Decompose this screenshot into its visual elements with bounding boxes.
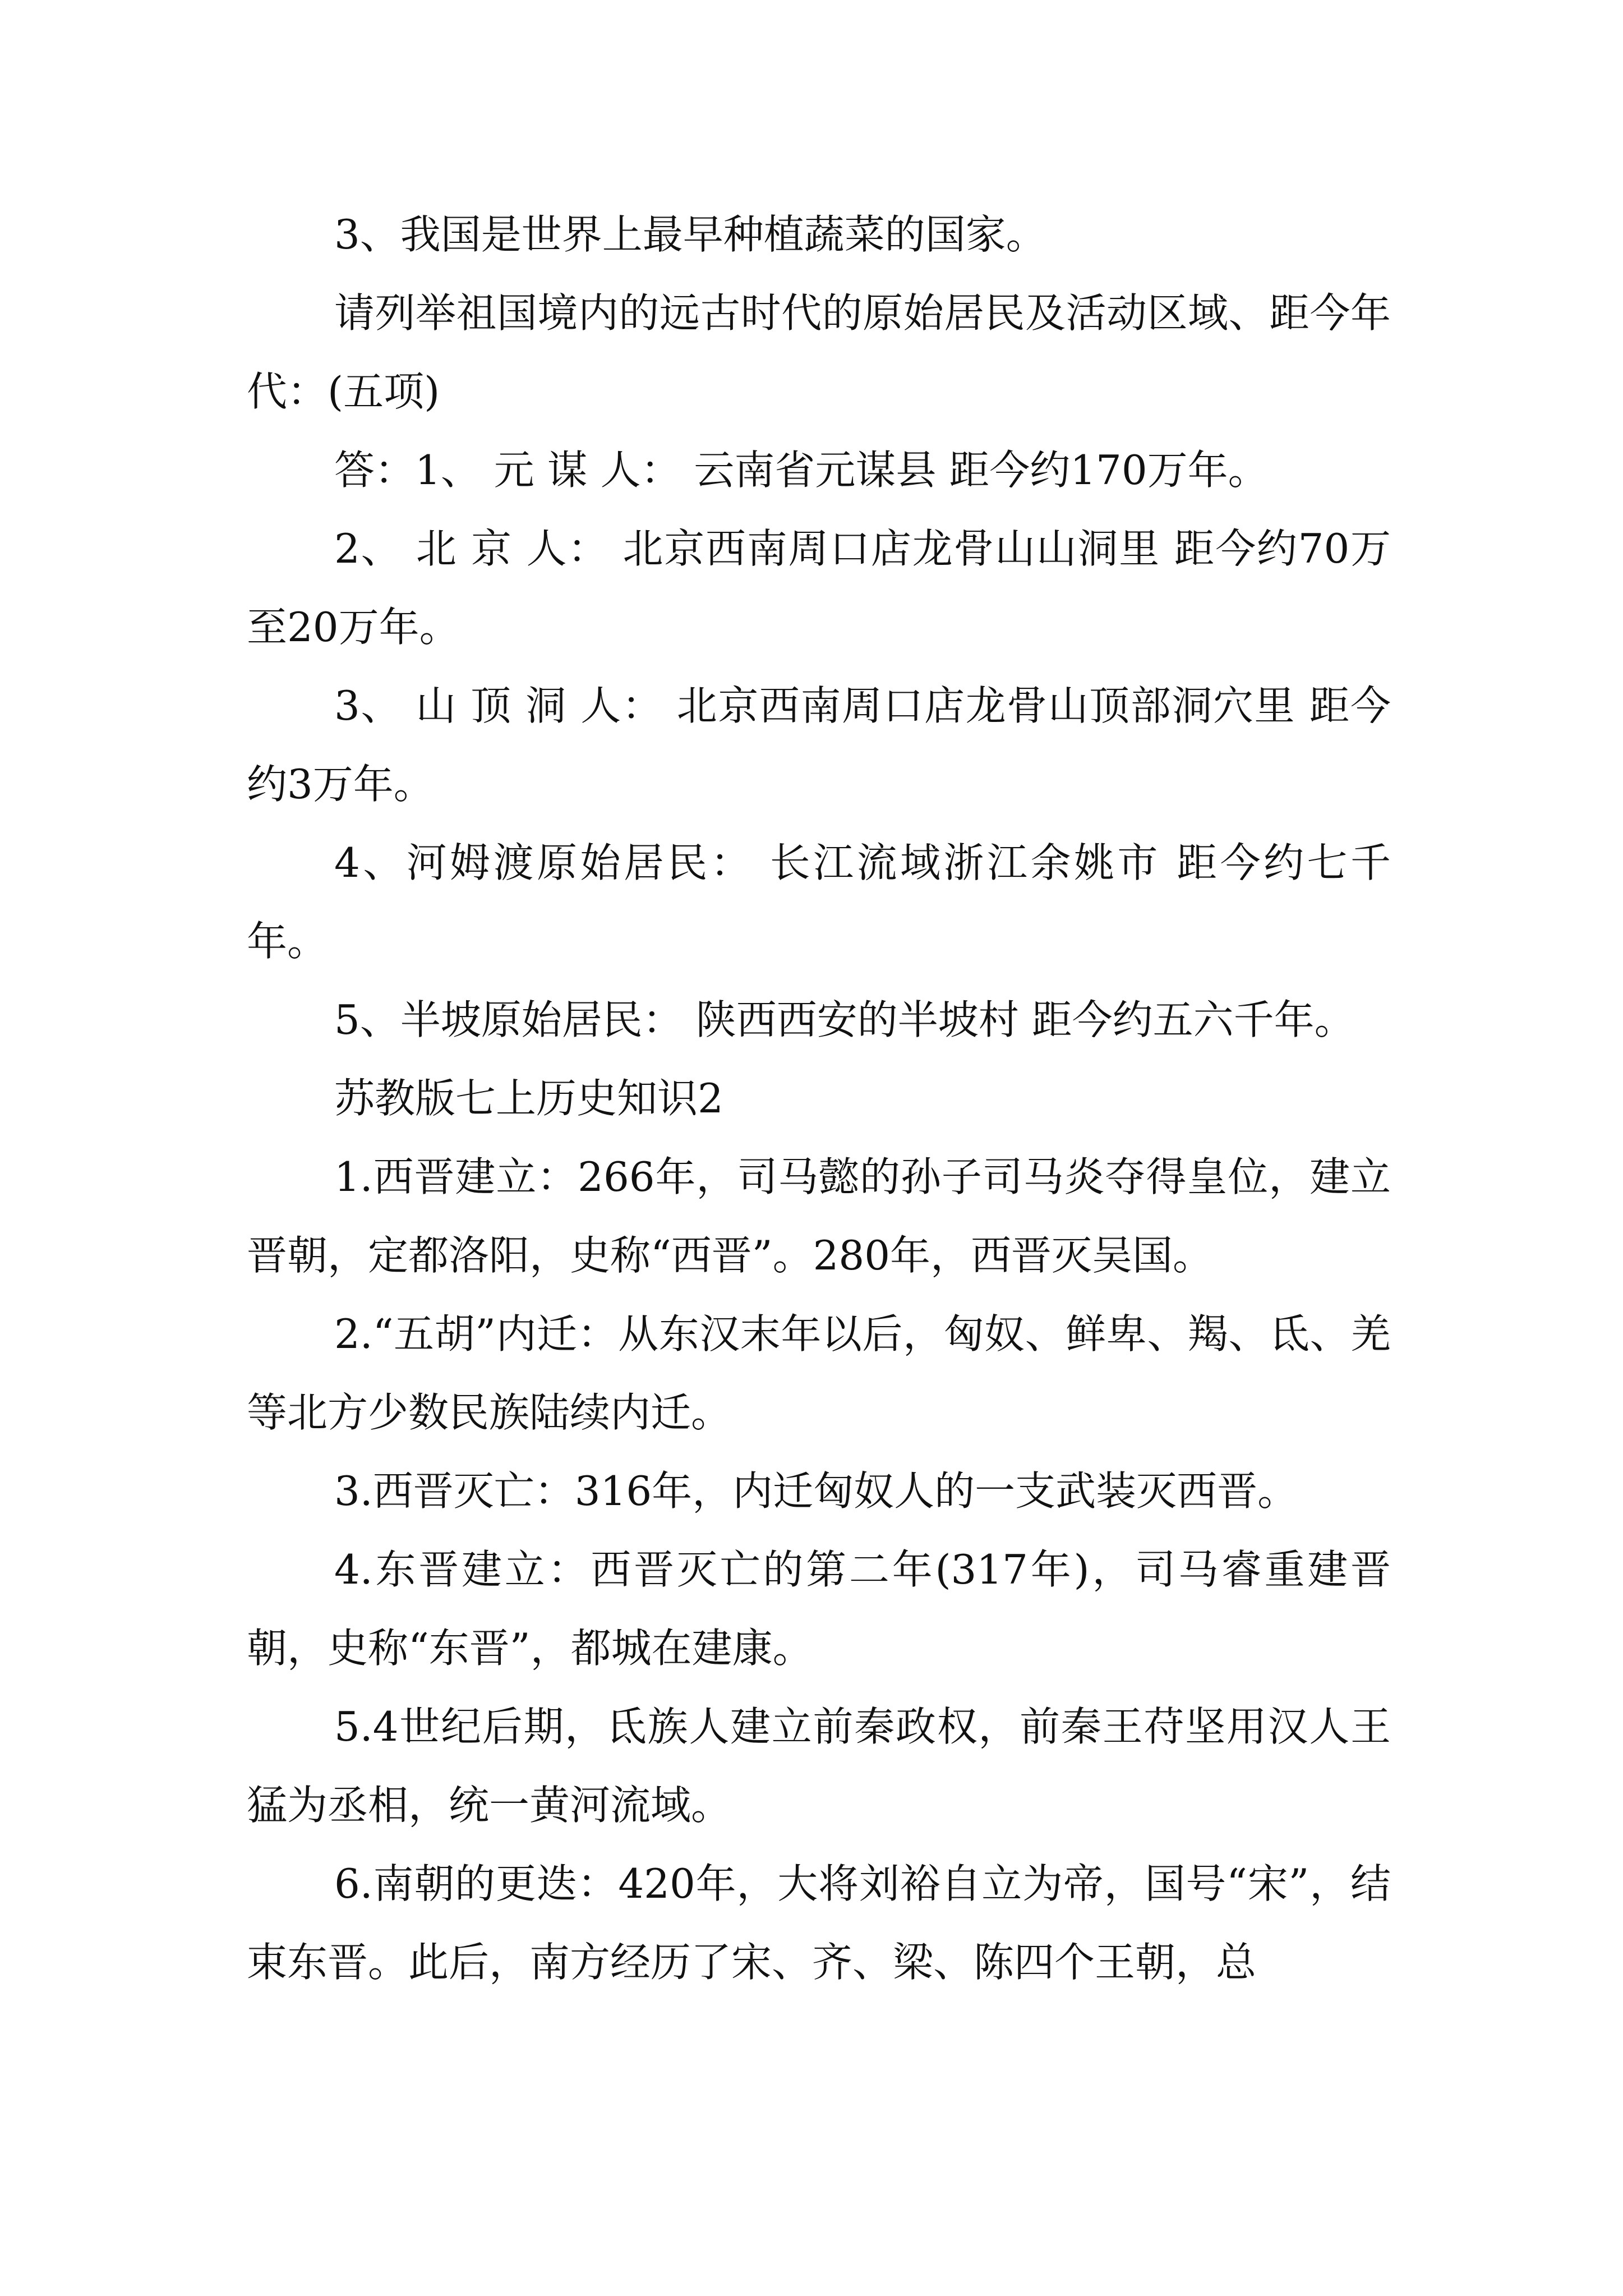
answer-item: 5、半坡原始居民： 陕西西安的半坡村 距今约五六千年。 <box>334 996 1355 1043</box>
answer-item: 2、 北 京 人： 北京西南周口店龙骨山山洞里 距今约70万至20万年。 <box>247 525 1391 651</box>
knowledge-item: 4.东晋建立：西晋灭亡的第二年(317年)，司马睿重建晋朝，史称“东晋”，都城在建康。 <box>247 1546 1391 1672</box>
knowledge-item: 6.南朝的更迭：420年，大将刘裕自立为帝，国号“宋”，结束东晋。此后，南方经历了宋、齐、梁、陈四个王朝，总 <box>247 1860 1391 1986</box>
document-body <box>247 195 1391 2001</box>
knowledge-item: 3.西晋灭亡：316年，内迁匈奴人的一支武装灭西晋。 <box>334 1467 1298 1515</box>
answer-item: 答：1、 元 谋 人： 云南省元谋县 距今约170万年。 <box>334 447 1269 494</box>
knowledge-item: 1.西晋建立：266年，司马懿的孙子司马炎夺得皇位，建立晋朝，定都洛阳，史称“西晋”。280年，西晋灭吴国。 <box>247 1153 1391 1279</box>
answer-item: 4、河姆渡原始居民： 长江流域浙江余姚市 距今约七千年。 <box>247 839 1391 965</box>
knowledge-item: 5.4世纪后期，氐族人建立前秦政权，前秦王苻坚用汉人王猛为丞相，统一黄河流域。 <box>247 1703 1391 1829</box>
answer-item: 3、 山 顶 洞 人： 北京西南周口店龙骨山顶部洞穴里 距今约3万年。 <box>247 682 1391 808</box>
question-paragraph: 请列举祖国境内的远古时代的原始居民及活动区域、距今年代：(五项) <box>247 289 1391 415</box>
knowledge-item: 2.“五胡”内迁：从东汉末年以后，匈奴、鲜卑、羯、氐、羌等北方少数民族陆续内迁。 <box>247 1310 1391 1436</box>
paragraph: 3、我国是世界上最早种植蔬菜的国家。 <box>334 211 1046 258</box>
section-heading: 苏教版七上历史知识2 <box>334 1075 723 1122</box>
